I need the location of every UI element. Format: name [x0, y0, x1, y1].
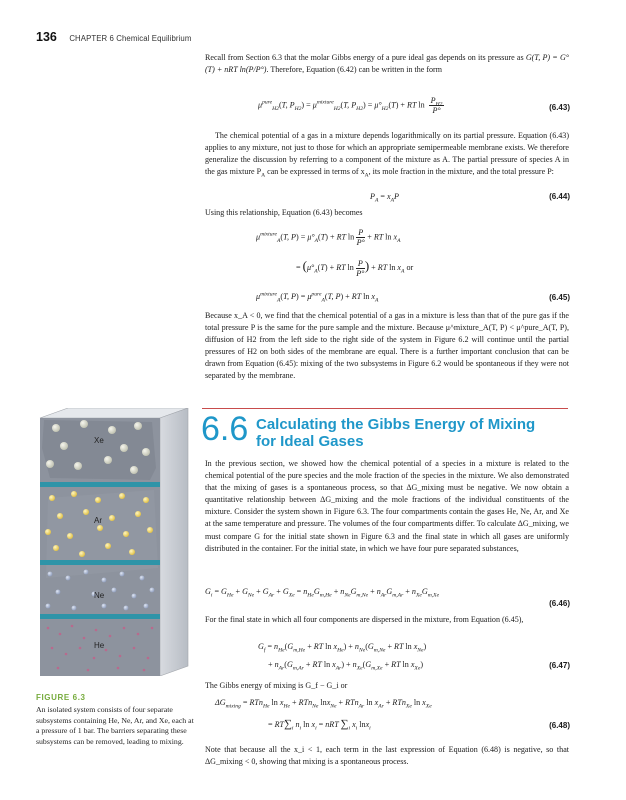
- section-number: 6.6: [201, 410, 249, 448]
- figure-label: FIGURE 6.3: [36, 693, 86, 702]
- chapter-title: CHAPTER 6 Chemical Equilibrium: [69, 34, 192, 43]
- section-paragraph-3: The Gibbs energy of mixing is G_f − G_i or: [205, 681, 348, 690]
- equation-6-47-line-2: + $n_{Ar}(G_{m,Ar}$ + RT $\ln x_{Ar}) + n_{Xe}(G_{m,Xe}$ + RT $\ln x_{Xe}$): [268, 660, 424, 672]
- equation-6-47-line-1: $G_f = n_{He}(G_{m,He}$ + RT $\ln x_{He}) + n_{Ne}(G_{m,Ne}$ + RT $\ln x_{Ne}$): [258, 642, 427, 654]
- label-ne: Ne: [94, 591, 105, 600]
- equation-number-6-43: (6.43): [549, 103, 570, 112]
- equation-number-6-46: (6.46): [549, 599, 570, 608]
- equation-6-48-line-1: $\Delta G_{mixing} = RTn_{He}$ $\ln x_{He} + RTn_{Ne}$ lnx$_{Ne}$ + RTn$_{Ar}$ $\ln x_{Ar} + RTn_{Xe}$ $\ln x_{Xe}$: [215, 698, 432, 710]
- section-paragraph-1: In the previous section, we showed how the chemical potential of a species in a mixture is related to the chemical potential of the pure species and the mole fraction of the species in the mixture. We also demonstrated that the mixing of gases is a spontaneous process, so that ΔG_mixing must be negative. We now obtain a quantitative relationship between ΔG_mixing and the mole fractions of the individual constituents of the mixture. Consider the system shown in Figure 6.3. The four compartments contain the gases He, Ne, Ar, and Xe at the same temperature and pressure. The volumes of the four compartments differ. To calculate ΔG_mixing, we must compare G for the initial state shown in Figure 6.3 and the final state in which all gases are uniformly distributed in the container. For the initial state, in which we have four pure separated substances,: [205, 459, 569, 553]
- label-he: He: [94, 641, 105, 650]
- section-rule: [202, 408, 568, 409]
- page-number: 136: [36, 30, 57, 44]
- equation-6-46: $G_i = G_{He} + G_{Ne} + G_{Ar} + G_{Xe} = n_{He}G_{m,He} + n_{Ne}G_{m,Ne} + n_{Ar}G_{m,Ar} + n_{Xe}G_{m,Xe}$: [205, 587, 440, 599]
- equation-6-44: $P_A = x_AP$: [370, 192, 399, 204]
- running-header: [36, 28, 191, 46]
- section-paragraph-4: Note that because all the x_i < 1, each term in the last expression of Equation (6.48) is negative, so that ΔG_mixing < 0, showing that mixing is a spontaneous process.: [205, 745, 569, 767]
- section-title: Calculating the Gibbs Energy of Mixing for Ideal Gases: [256, 416, 536, 450]
- intro-paragraph-1: Recall from Section 6.3 that the molar Gibbs energy of a pure ideal gas depends on its pressure as G(T, P) = G°(T) + nRT ln(P/P°). Therefore, Equation (6.42) can be written in the form: [205, 53, 569, 75]
- equation-number-6-48: (6.48): [549, 721, 570, 730]
- intro-paragraph-2: The chemical potential of a gas in a mixture depends logarithmically on its partial pressure. Equation (6.43) applies to any mixture, not just to those for which an appropriate semipermeable membrane exists. We therefore generalize the discussion by referring to a component of the mixture as A. The partial pressure of species A in the gas mixture $P_A$ can be expressed in terms of $x_A$, its mole fraction in the mixture, and the total pressure P:: [205, 131, 569, 179]
- intro-paragraph-4: Because x_A < 0, we find that the chemical potential of a gas in a mixture is less than that of the pure gas if the total pressure P is the same for the pure sample and the mixture. Because μ^mixture_A(T, P) < μ^pure_A(T, P), diffusion of H2 from the left side to the right side of the system in Figure 6.2 will continue until the partial pressures of H2 on both sides of the membrane are equal. There is a further important conclusion that can be drawn from Equation (6.45): mixing of the two subsystems in Figure 6.2 would be spontaneous if they were not separated by the membrane.: [205, 311, 569, 381]
- equation-6-43: $\mu^{pure}_{H2}(T$, $P_{H2}) = \mu^{mixture}_{H2}(T$, $P_{H2}) = \mu^\circ_{H2}(T)$ + RT ln $\frac{P_{H2}}{P^\circ}$: [258, 96, 443, 115]
- label-xe: Xe: [94, 436, 104, 445]
- equation-6-45-line-1: $\mu^{mixture}_A(T$, $P) = \mu^\circ_A(T)$ + RT ln $\frac{P}{P^\circ}$ + RT $\ln x_A$: [256, 228, 401, 247]
- equation-number-6-47: (6.47): [549, 661, 570, 670]
- label-ar: Ar: [94, 516, 102, 525]
- equation-6-45-line-2: = ($\mu^\circ_A(T)$ + RT ln $\frac{P}{P^\circ}$ ) + RT $\ln x_A$ or: [296, 258, 414, 278]
- figure-caption: An isolated system consists of four separate subsystems containing He, Ne, Ar, and Xe, each at a pressure of 1 bar. The barriers separating these subsystems can be removed, leading to mixing.: [36, 705, 194, 747]
- equation-6-45-line-3: $\mu^{mixture}_A(T$, $P) = \mu^{pure}_A(T$, P) + RT $\ln x_A$: [256, 291, 379, 304]
- equation-6-48-line-2: = $RT\sum_i$ $n_i$ $\ln x_i$ = nRT $\sum_i$ $x_i$ lnx$_i$: [268, 718, 371, 732]
- equation-number-6-44: (6.44): [549, 192, 570, 201]
- section-paragraph-2: For the final state in which all four components are dispersed in the mixture, from Equation (6.45),: [205, 615, 524, 624]
- equation-number-6-45: (6.45): [549, 293, 570, 302]
- intro-paragraph-3: Using this relationship, Equation (6.43) becomes: [205, 208, 363, 217]
- figure-6-3-container: [34, 408, 194, 676]
